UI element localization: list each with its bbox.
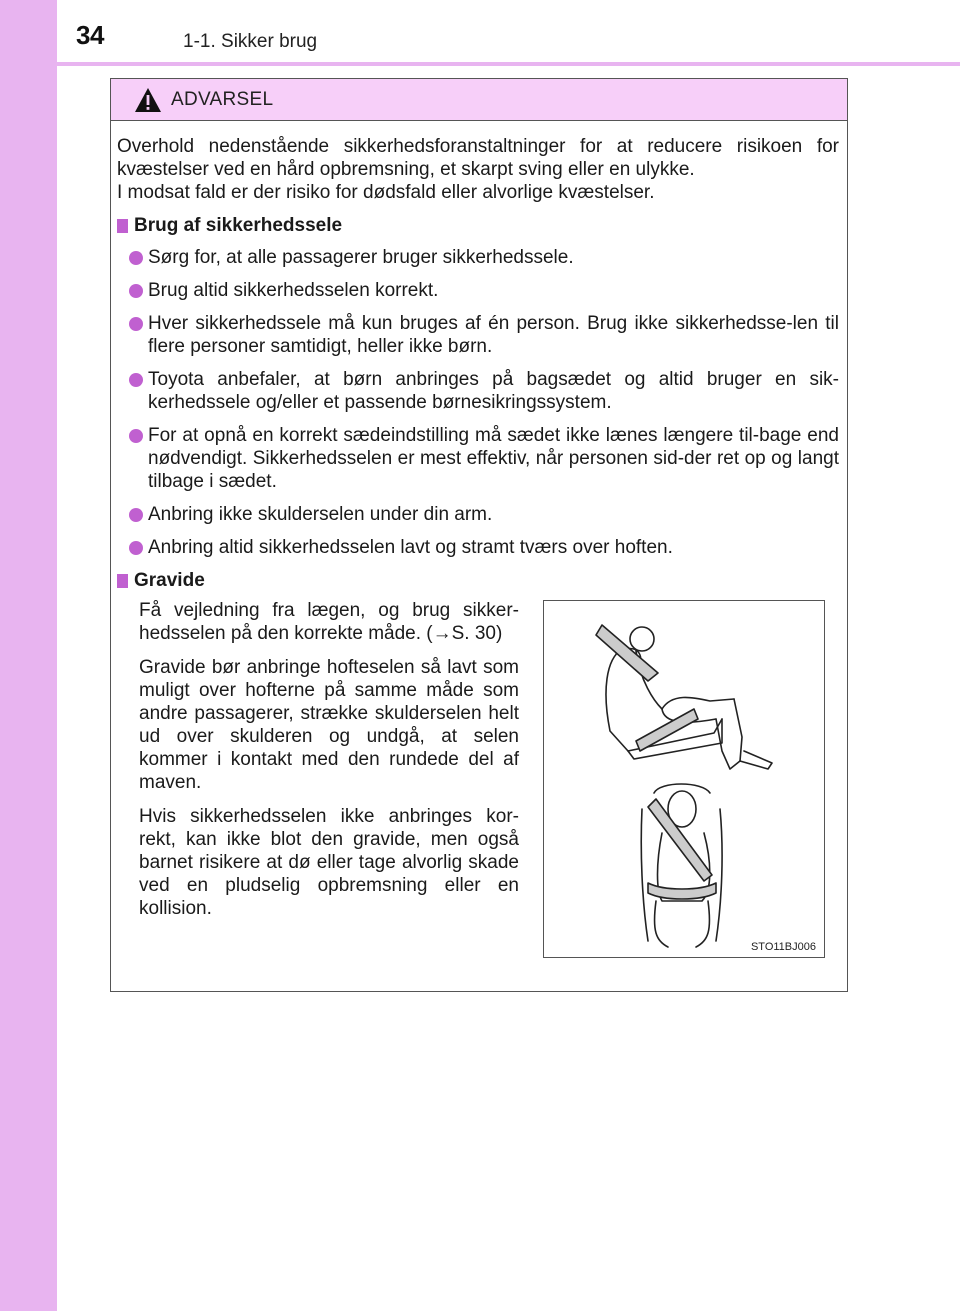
warning-box: [110, 78, 848, 992]
intro-text-2: I modsat fald er der risiko for dødsfald eller alvorlige kvæstelser.: [117, 182, 655, 203]
pregnant-heading-text: Gravide: [134, 570, 205, 591]
seatbelt-heading: [117, 214, 839, 237]
list-item: [117, 246, 839, 269]
bullet-dot-icon: [129, 541, 143, 555]
header-divider: [57, 62, 960, 66]
bullet-dot-icon: [129, 317, 143, 331]
bullet-dot-icon: [129, 373, 143, 387]
list-item-text: Anbring ikke skulderselen under din arm.: [148, 504, 493, 525]
bullet-dot-icon: [129, 508, 143, 522]
list-item-text: Sørg for, at alle passagerer bruger sikkerhedssele.: [148, 247, 574, 268]
page-number: 34: [76, 20, 104, 50]
warning-triangle-icon: [134, 87, 162, 113]
warning-label: ADVARSEL: [171, 89, 274, 110]
side-tab-strip: [0, 0, 57, 1311]
list-item-text: Brug altid sikkerhedsselen korrekt.: [148, 280, 439, 301]
warning-content: [117, 135, 839, 601]
intro-text: Overhold nedenstående sikkerhedsforanstaltninger for at reducere risikoen for kvæstelser ved en hård opbremsning, et skarpt sving eller en ulykke.: [117, 136, 839, 180]
list-item-text: For at opnå en korrekt sædeindstilling må sædet ikke lænes længere til-bage end nødvendigt. Sikkerhedsselen er mest effektiv, når personen sid-der ret op og langt tilbage i sædet.: [148, 425, 839, 492]
pregnant-heading: [117, 569, 839, 592]
list-item: [117, 368, 839, 414]
pregnant-seatbelt-illustration: [543, 600, 825, 958]
list-item: [117, 536, 839, 559]
warning-header: [111, 79, 847, 121]
list-item: [117, 279, 839, 302]
bullet-dot-icon: [129, 251, 143, 265]
list-item-text: Toyota anbefaler, at børn anbringes på bagsædet og altid bruger en sik-kerhedssele og/eller et passende børnesikringssystem.: [148, 369, 839, 413]
section-square-icon: [117, 574, 128, 588]
warning-intro: [117, 135, 839, 204]
illustration-drawing: [544, 601, 824, 957]
bullet-dot-icon: [129, 429, 143, 443]
list-item: [117, 312, 839, 358]
seatbelt-heading-text: Brug af sikkerhedssele: [134, 215, 343, 236]
list-item: [117, 503, 839, 526]
list-item-text: Anbring altid sikkerhedsselen lavt og stramt tværs over hoften.: [148, 537, 673, 558]
section-square-icon: [117, 219, 128, 233]
pregnant-paragraph-2: Gravide bør anbringe hofteselen så lavt som muligt over hofterne på samme måde som andre passagerer, strække skulderselen helt ud over skulderen og undgå, at selen kommer i kontakt med den rundede del af maven.: [139, 657, 519, 793]
bullet-dot-icon: [129, 284, 143, 298]
figure-code: STO11BJ006: [750, 941, 816, 953]
list-item-text: Hver sikkerhedssele må kun bruges af én person. Brug ikke sikkerhedsse-len til flere personer samtidigt, heller ikke børn.: [148, 313, 839, 357]
pregnant-text-column: [139, 599, 519, 931]
list-item: [117, 424, 839, 493]
section-title: 1-1. Sikker brug: [183, 31, 318, 52]
pregnant-paragraph-1: Få vejledning fra lægen, og brug sikker-hedsselen på den korrekte måde. (→S. 30): [139, 600, 519, 644]
pregnant-paragraph-3: Hvis sikkerhedsselen ikke anbringes kor-rekt, kan ikke blot den gravide, men også barnet risikere at dø eller tage alvorlig skade ved en pludselig opbremsning eller en kollision.: [139, 806, 519, 919]
